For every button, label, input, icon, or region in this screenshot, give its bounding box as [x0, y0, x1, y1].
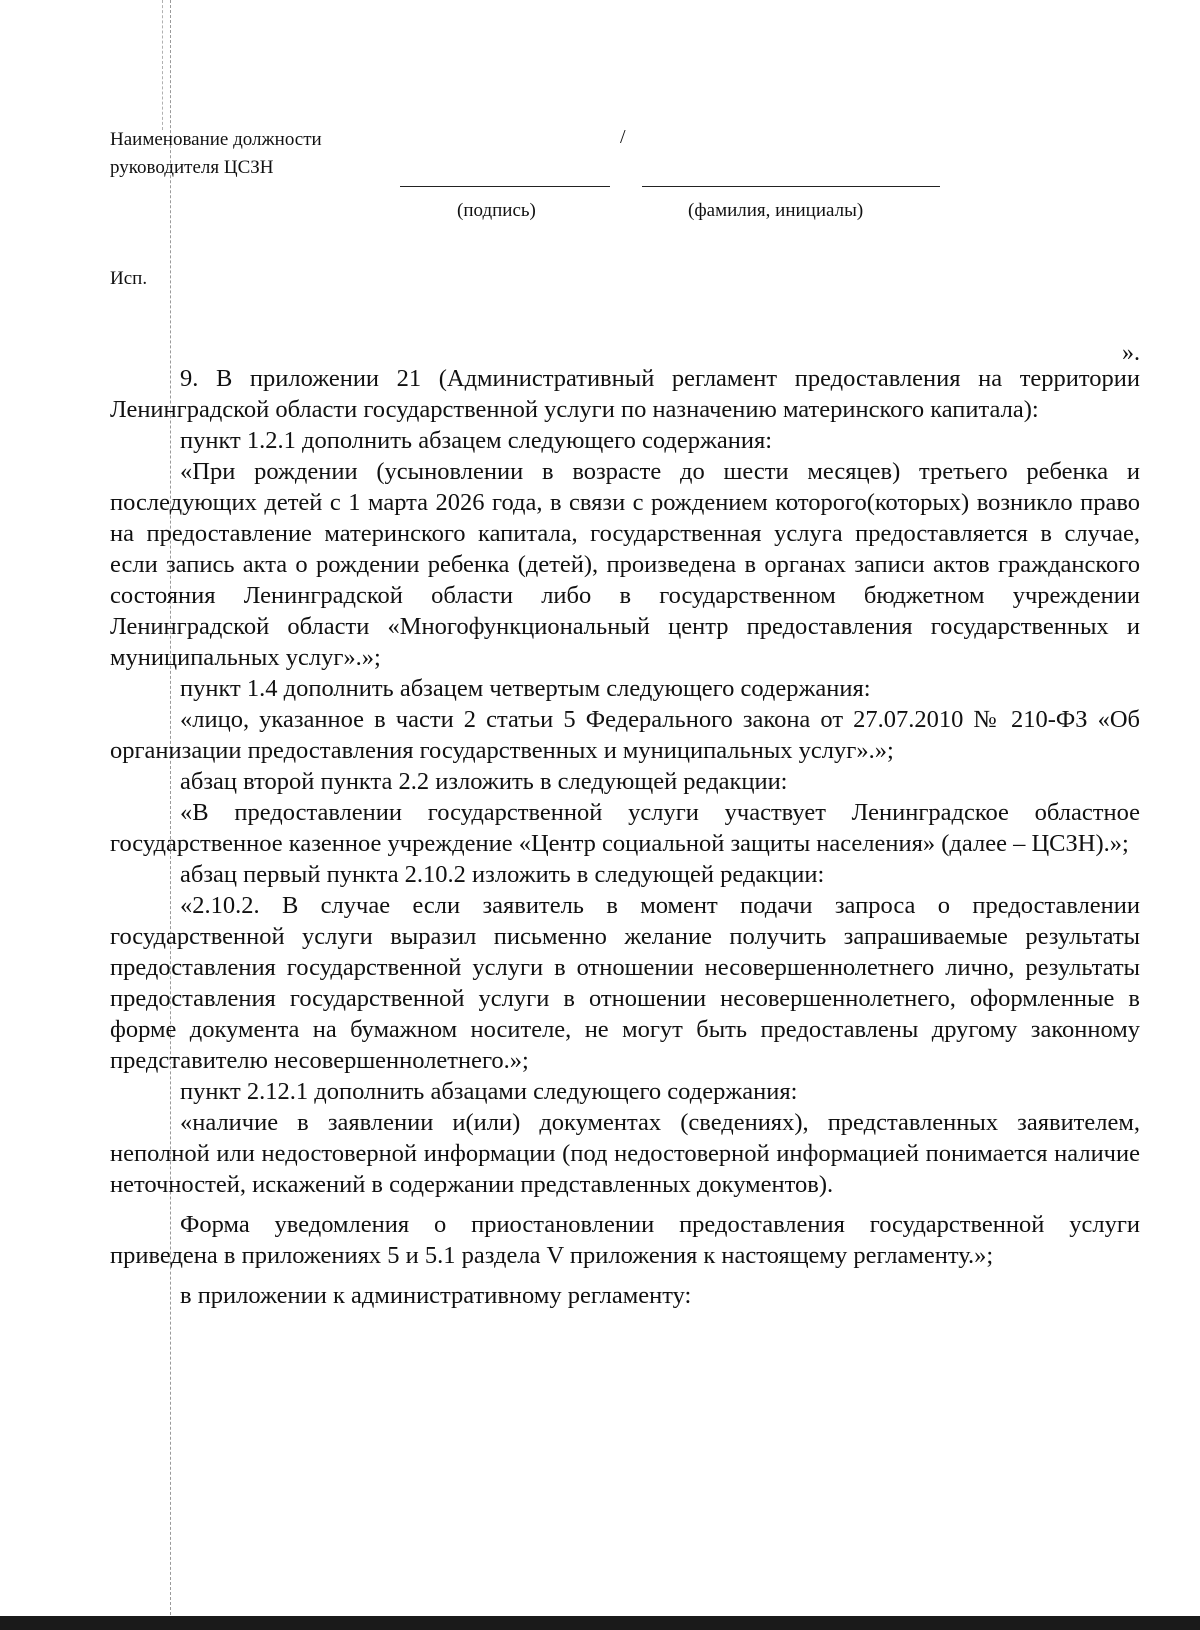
signature-position	[110, 126, 322, 182]
name-caption: (фамилия, инициалы)	[688, 200, 864, 221]
paragraph: абзац первый пункта 2.10.2 изложить в следующей редакции:	[180, 861, 825, 888]
paragraph: «В предоставлении государственной услуги участвует Ленинградское областное государственное казенное учреждение «Центр социальной защиты населения» (далее – ЦСЗН).»;	[110, 799, 1140, 857]
paragraph: пункт 1.2.1 дополнить абзацем следующего содержания:	[180, 427, 773, 454]
signature-line	[400, 186, 610, 187]
signature-caption: (подпись)	[457, 200, 536, 221]
position-line-1: Наименование должности	[110, 129, 322, 150]
closing-quote: ».	[1122, 340, 1140, 366]
paragraph: «2.10.2. В случае если заявитель в момент подачи запроса о предоставлении государственной услуги выразил письменно желание получить запрашиваемые результаты предоставления государственной услуги в отношении несовершеннолетнего лично, результаты предоставления государственной услуги в отношении несовершеннолетнего, оформленные в форме документа на бумажном носителе, не могут быть предоставлены другому законному представителю несовершеннолетнего.»;	[110, 892, 1140, 1074]
paragraph: пункт 2.12.1 дополнить абзацами следующего содержания:	[180, 1078, 798, 1105]
signature-separator: /	[620, 126, 626, 148]
position-line-2: руководителя ЦСЗН	[110, 157, 274, 178]
document-body	[110, 363, 1140, 1311]
paragraph: «лицо, указанное в части 2 статьи 5 Федерального закона от 27.07.2010 № 210-ФЗ «Об организации предоставления государственных и муниципальных услуг».»;	[110, 706, 1140, 764]
paragraph: «При рождении (усыновлении в возрасте до шести месяцев) третьего ребенка и последующих детей с 1 марта 2026 года, в связи с рождением которого(которых) возникло право на предоставление материнского капитала, государственная услуга предоставляется в случае, если запись акта о рождении ребенка (детей), произведена в органах записи актов гражданского состояния Ленинградской области либо в государственном бюджетном учреждении Ленинградской области «Многофункциональный центр предоставления государственных и муниципальных услуг».»;	[110, 458, 1140, 671]
executor-label: Исп.	[110, 268, 148, 289]
paragraph: «наличие в заявлении и(или) документах (сведениях), представленных заявителем, неполной или недостоверной информации (под недостоверной информацией понимается наличие неточностей, искажений в содержании представленных документов).	[110, 1109, 1140, 1198]
scan-bottom-edge	[0, 1616, 1200, 1630]
paragraph: в приложении к административному регламенту:	[180, 1282, 692, 1309]
paragraph: Форма уведомления о приостановлении предоставления государственной услуги приведена в приложениях 5 и 5.1 раздела V приложения к настоящему регламенту.»;	[110, 1211, 1140, 1269]
paragraph: пункт 1.4 дополнить абзацем четвертым следующего содержания:	[180, 675, 871, 702]
scan-fold-line-secondary	[162, 0, 163, 130]
paragraph: абзац второй пункта 2.2 изложить в следующей редакции:	[180, 768, 788, 795]
paragraph: 9. В приложении 21 (Административный регламент предоставления на территории Ленинградской области государственной услуги по назначению материнского капитала):	[110, 365, 1140, 423]
name-line	[642, 186, 940, 187]
